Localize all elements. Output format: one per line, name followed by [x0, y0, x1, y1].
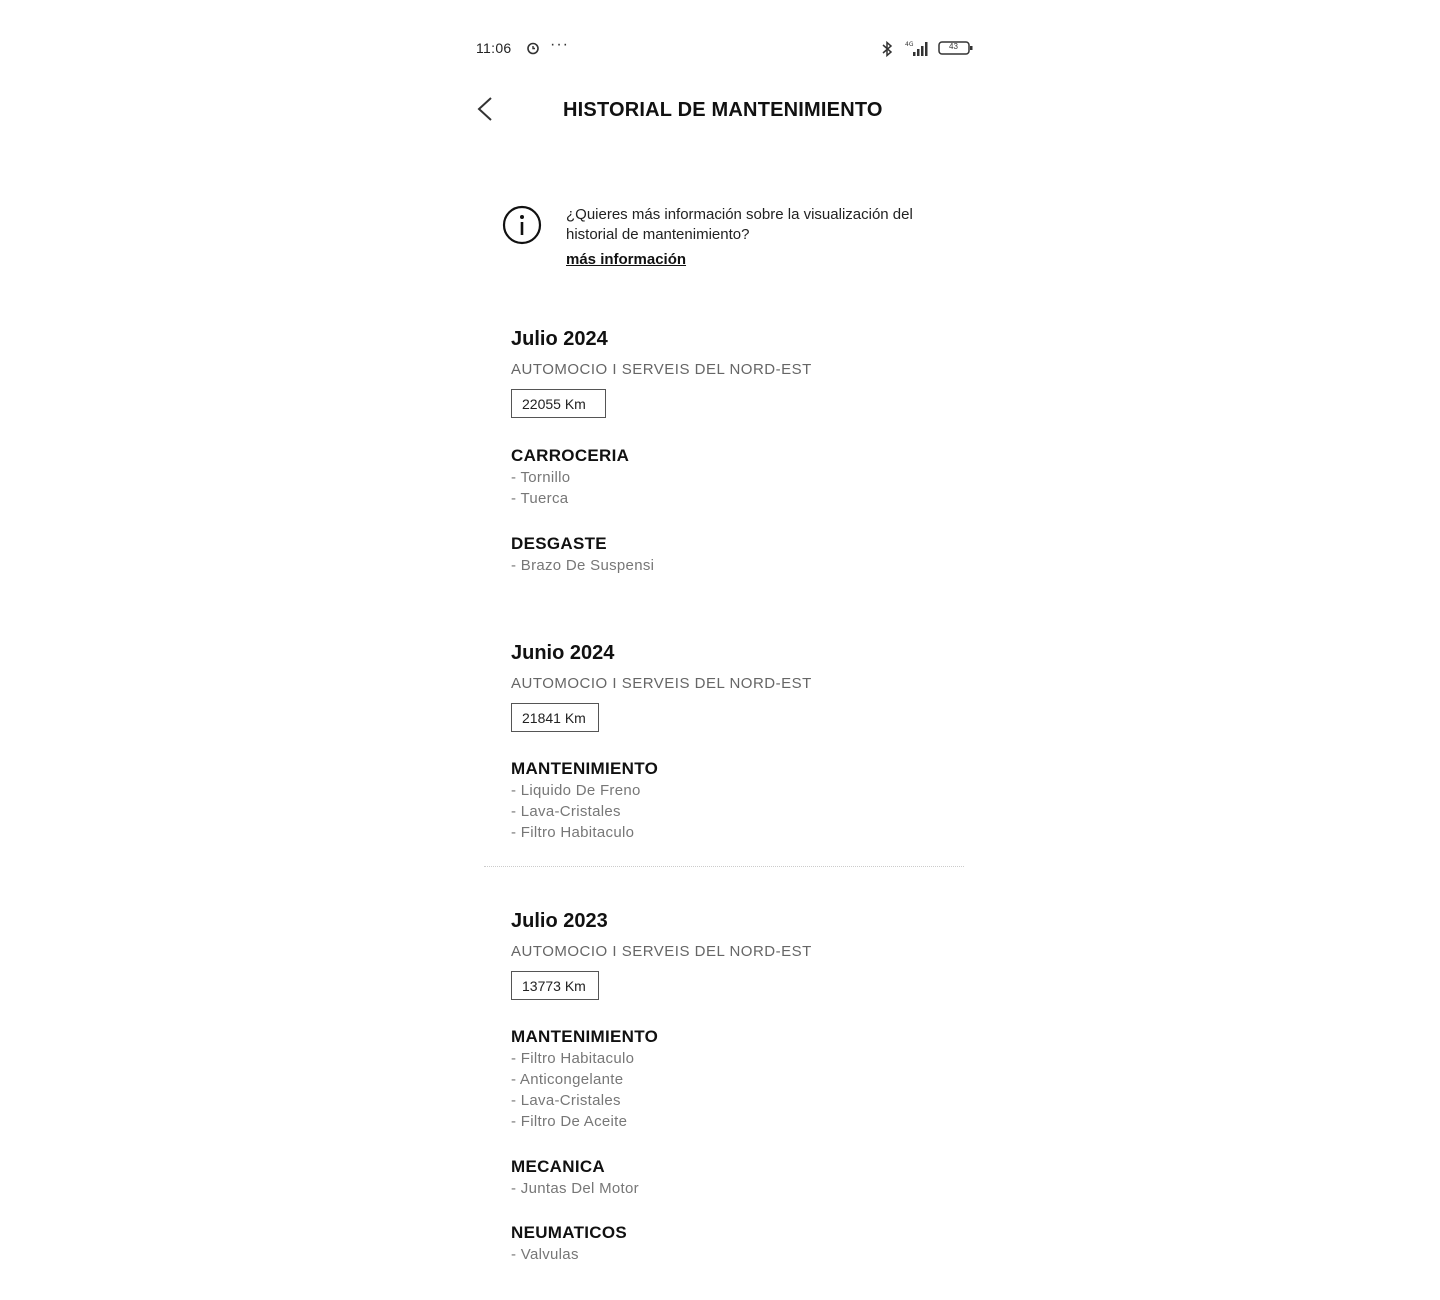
alarm-icon — [526, 41, 540, 55]
category-item: - Filtro De Aceite — [511, 1113, 628, 1130]
page-title: HISTORIAL DE MANTENIMIENTO — [563, 99, 883, 121]
category-title: MECANICA — [511, 1157, 606, 1176]
record-workshop: AUTOMOCIO I SERVEIS DEL NORD-EST — [511, 675, 812, 692]
category-item: - Lava-Cristales — [511, 1092, 621, 1109]
category-item: - Filtro Habitaculo — [511, 824, 635, 841]
signal-icon — [904, 40, 932, 58]
status-time: 11:06 — [476, 40, 512, 56]
category-item: - Liquido De Freno — [511, 782, 641, 799]
status-more-dots: ··· — [550, 36, 569, 53]
category-item: - Tuerca — [511, 490, 569, 507]
more-info-link[interactable]: más información — [566, 251, 687, 268]
record-km-badge: 21841 Km — [511, 703, 599, 732]
record-date: Julio 2023 — [511, 910, 608, 932]
record-km-badge: 13773 Km — [511, 971, 599, 1000]
svg-text:4G: 4G — [905, 41, 914, 48]
record-divider — [484, 866, 964, 867]
record-date: Junio 2024 — [511, 642, 615, 664]
battery-level: 43 — [949, 42, 958, 51]
category-title: NEUMATICOS — [511, 1223, 628, 1242]
category-item: - Juntas Del Motor — [511, 1180, 639, 1197]
category-title: DESGASTE — [511, 534, 607, 553]
category-item: - Valvulas — [511, 1246, 579, 1263]
record-km-badge: 22055 Km — [511, 389, 606, 418]
category-item: - Lava-Cristales — [511, 803, 621, 820]
category-item: - Filtro Habitaculo — [511, 1050, 635, 1067]
category-item: - Brazo De Suspensi — [511, 557, 655, 574]
category-title: MANTENIMIENTO — [511, 1027, 659, 1046]
info-question: ¿Quieres más información sobre la visualización del historial de mantenimiento? — [566, 206, 913, 243]
chevron-left-icon — [479, 98, 491, 120]
battery-icon — [938, 40, 974, 56]
info-icon — [502, 205, 542, 245]
record-workshop: AUTOMOCIO I SERVEIS DEL NORD-EST — [511, 943, 812, 960]
record-date: Julio 2024 — [511, 328, 608, 350]
category-item: - Tornillo — [511, 469, 571, 486]
category-title: MANTENIMIENTO — [511, 759, 659, 778]
category-title: CARROCERIA — [511, 446, 630, 465]
category-item: - Anticongelante — [511, 1071, 624, 1088]
back-button[interactable] — [470, 93, 502, 125]
record-workshop: AUTOMOCIO I SERVEIS DEL NORD-EST — [511, 361, 812, 378]
bluetooth-icon — [878, 40, 896, 58]
